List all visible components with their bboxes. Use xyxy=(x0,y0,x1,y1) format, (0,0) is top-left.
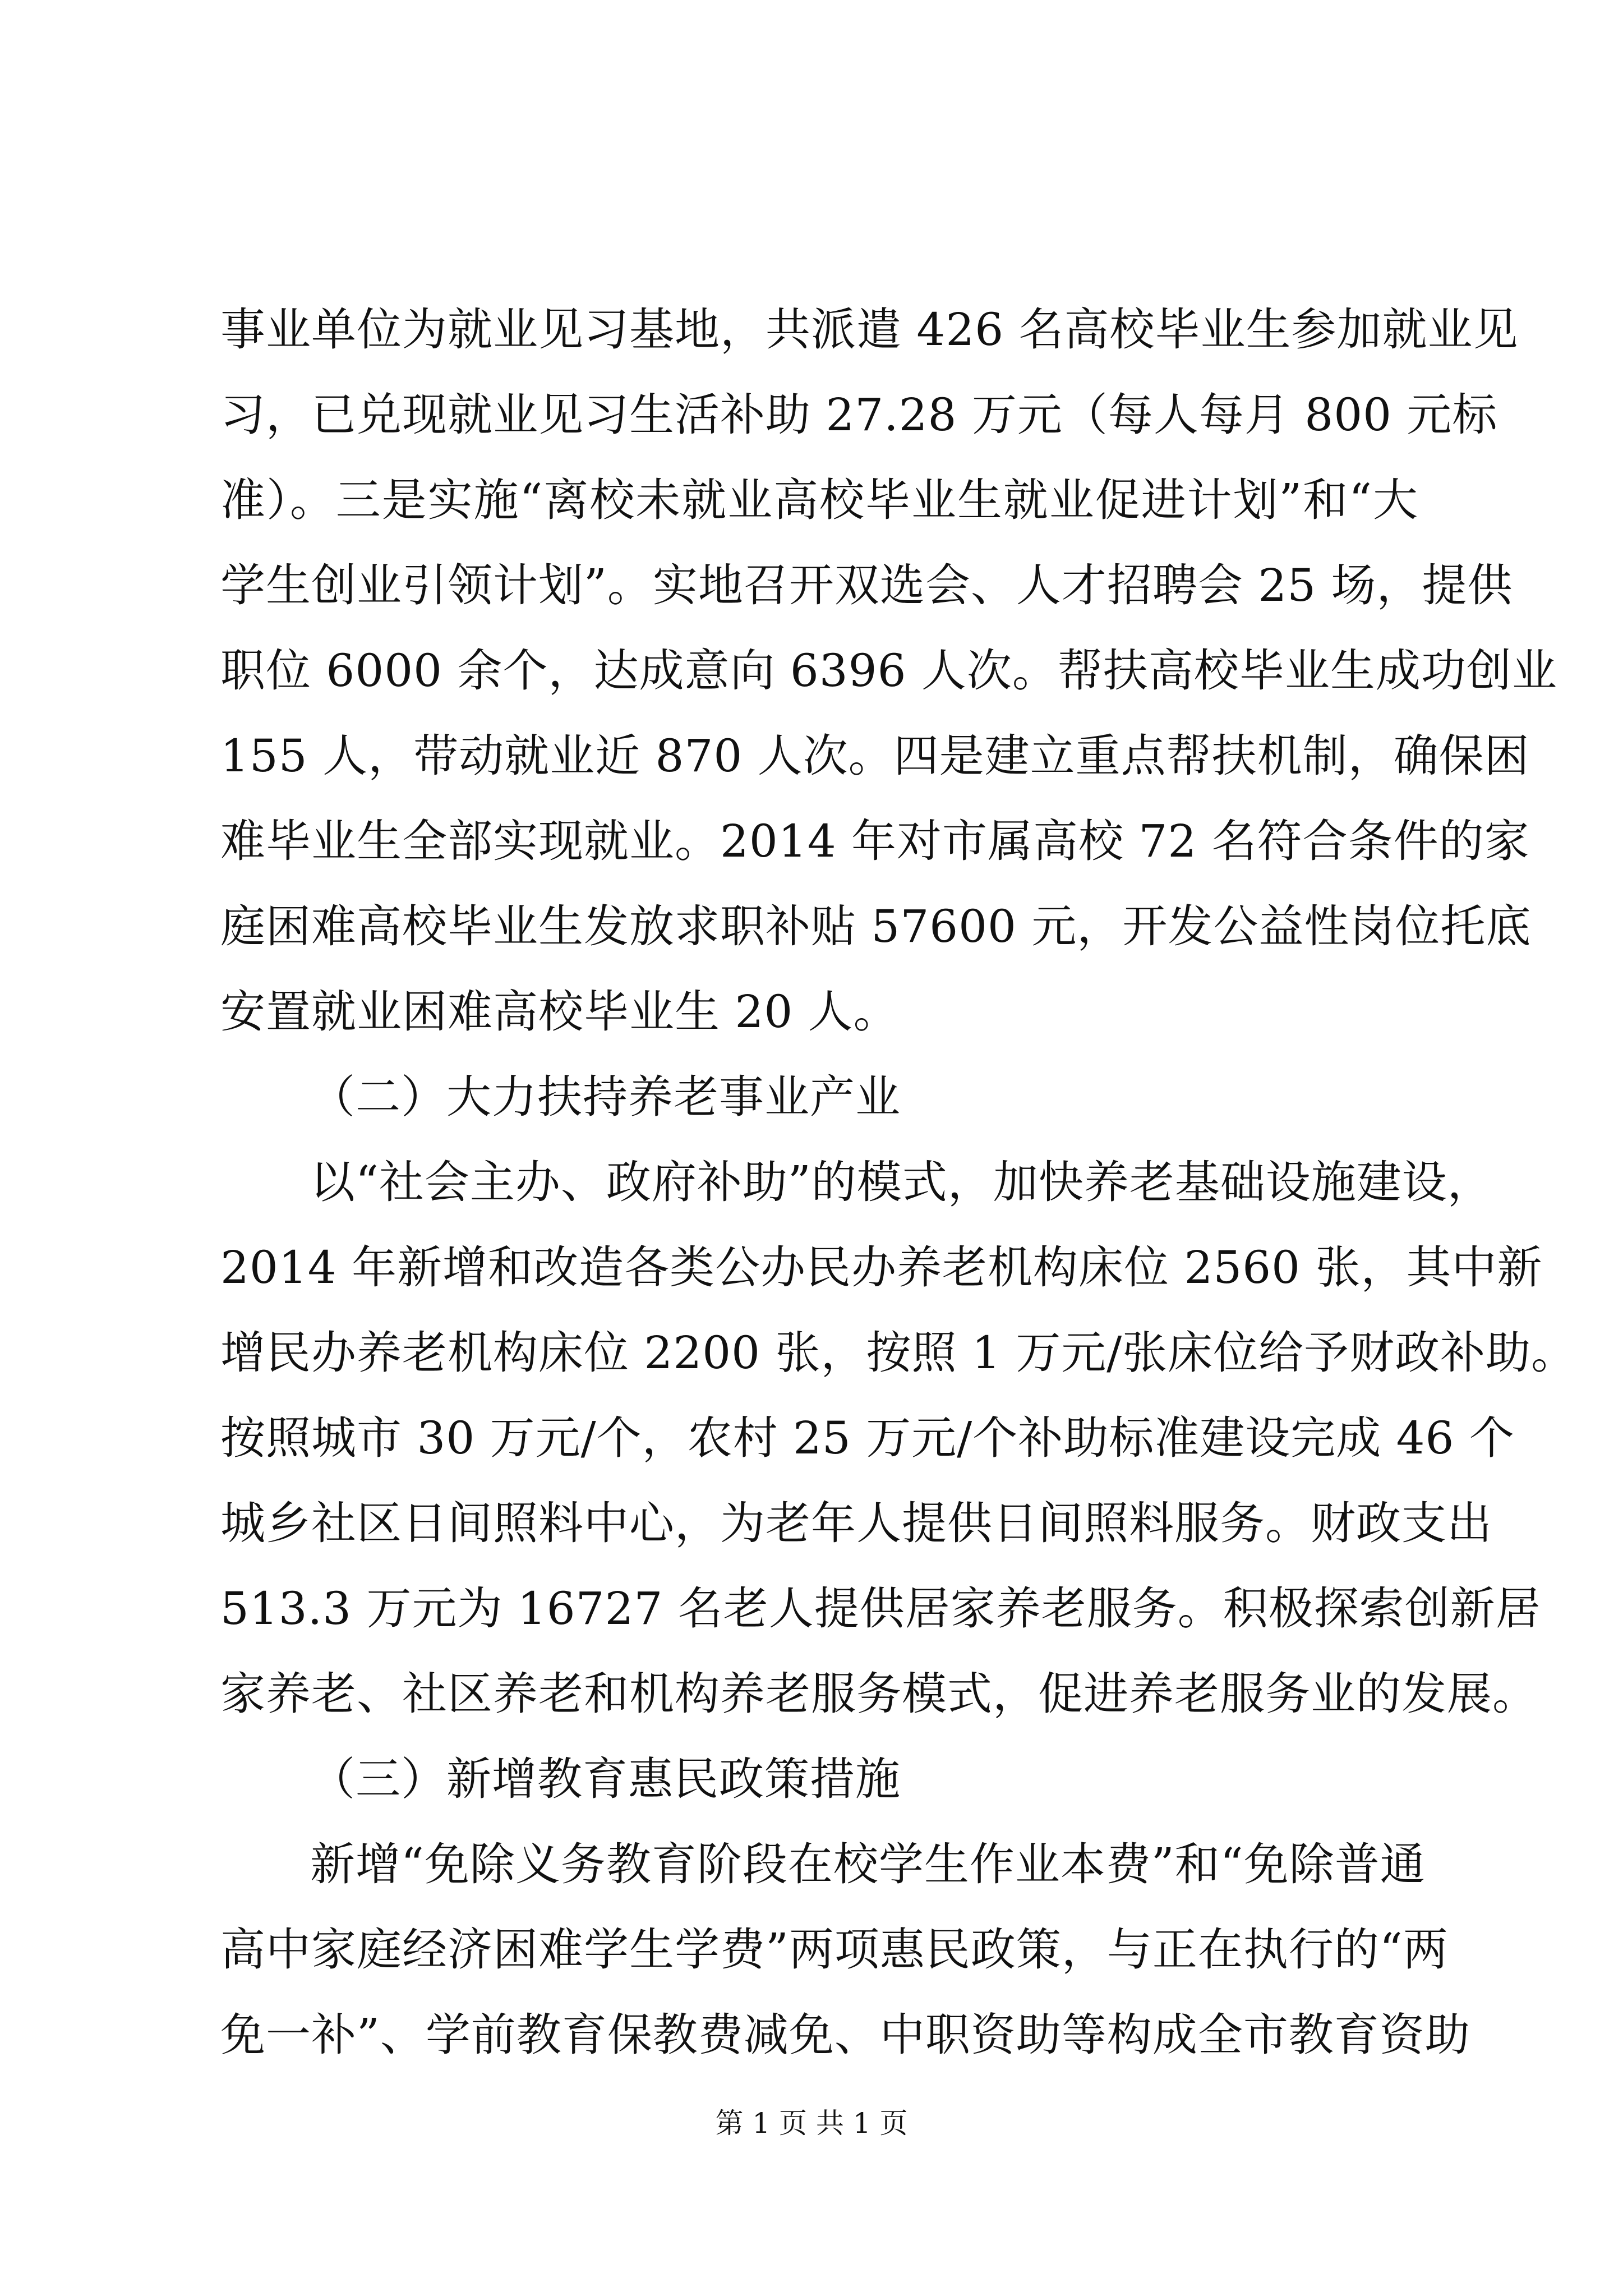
text-line: 学生创业引领计划”。实地召开双选会、人才招聘会 25 场，提供 xyxy=(220,559,1513,611)
text-line: 难毕业生全部实现就业。2014 年对市属高校 72 名符合条件的家 xyxy=(220,815,1530,867)
text-line: 增民办养老机构床位 2200 张，按照 1 万元/张床位给予财政补助。 xyxy=(220,1327,1577,1379)
text-line: 高中家庭经济困难学生学费”两项惠民政策，与正在执行的“两 xyxy=(220,1924,1449,1976)
section-heading: （二）大力扶持养老事业产业 xyxy=(310,1071,901,1123)
text-line: 事业单位为就业见习基地，共派遣 426 名高校毕业生参加就业见 xyxy=(220,303,1519,356)
text-line: 城乡社区日间照料中心，为老年人提供日间照料服务。财政支出 xyxy=(220,1497,1492,1549)
text-line: 庭困难高校毕业生发放求职补贴 57600 元，开发公益性岗位托底 xyxy=(220,900,1532,953)
document-body xyxy=(220,287,1577,2078)
text-line: 以“社会主办、政府补助”的模式，加快养老基础设施建设， xyxy=(310,1156,1493,1208)
page-footer: 第 1 页 共 1 页 xyxy=(715,2107,908,2139)
text-line: 新增“免除义务教育阶段在校学生作业本费”和“免除普通 xyxy=(310,1838,1426,1890)
text-line: 安置就业困难高校毕业生 20 人。 xyxy=(220,986,899,1038)
section-heading: （三）新增教育惠民政策措施 xyxy=(310,1753,901,1805)
text-line: 习，已兑现就业见习生活补助 27.28 万元（每人每月 800 元标 xyxy=(220,389,1498,441)
text-line: 职位 6000 余个，达成意向 6396 人次。帮扶高校毕业生成功创业 xyxy=(220,645,1557,697)
text-line: 155 人，带动就业近 870 人次。四是建立重点帮扶机制，确保困 xyxy=(220,730,1530,782)
text-line: 家养老、社区养老和机构养老服务模式，促进养老服务业的发展。 xyxy=(220,1668,1538,1720)
text-line: 准）。三是实施“离校未就业高校毕业生就业促进计划”和“大 xyxy=(220,474,1418,526)
text-line: 2014 年新增和改造各类公办民办养老机构床位 2560 张，其中新 xyxy=(220,1241,1543,1294)
text-line: 513.3 万元为 16727 名老人提供居家养老服务。积极探索创新居 xyxy=(220,1582,1541,1635)
text-line: 免一补”、学前教育保教费减免、中职资助等构成全市教育资助 xyxy=(220,2009,1470,2061)
text-line: 按照城市 30 万元/个，农村 25 万元/个补助标准建设完成 46 个 xyxy=(220,1412,1515,1464)
